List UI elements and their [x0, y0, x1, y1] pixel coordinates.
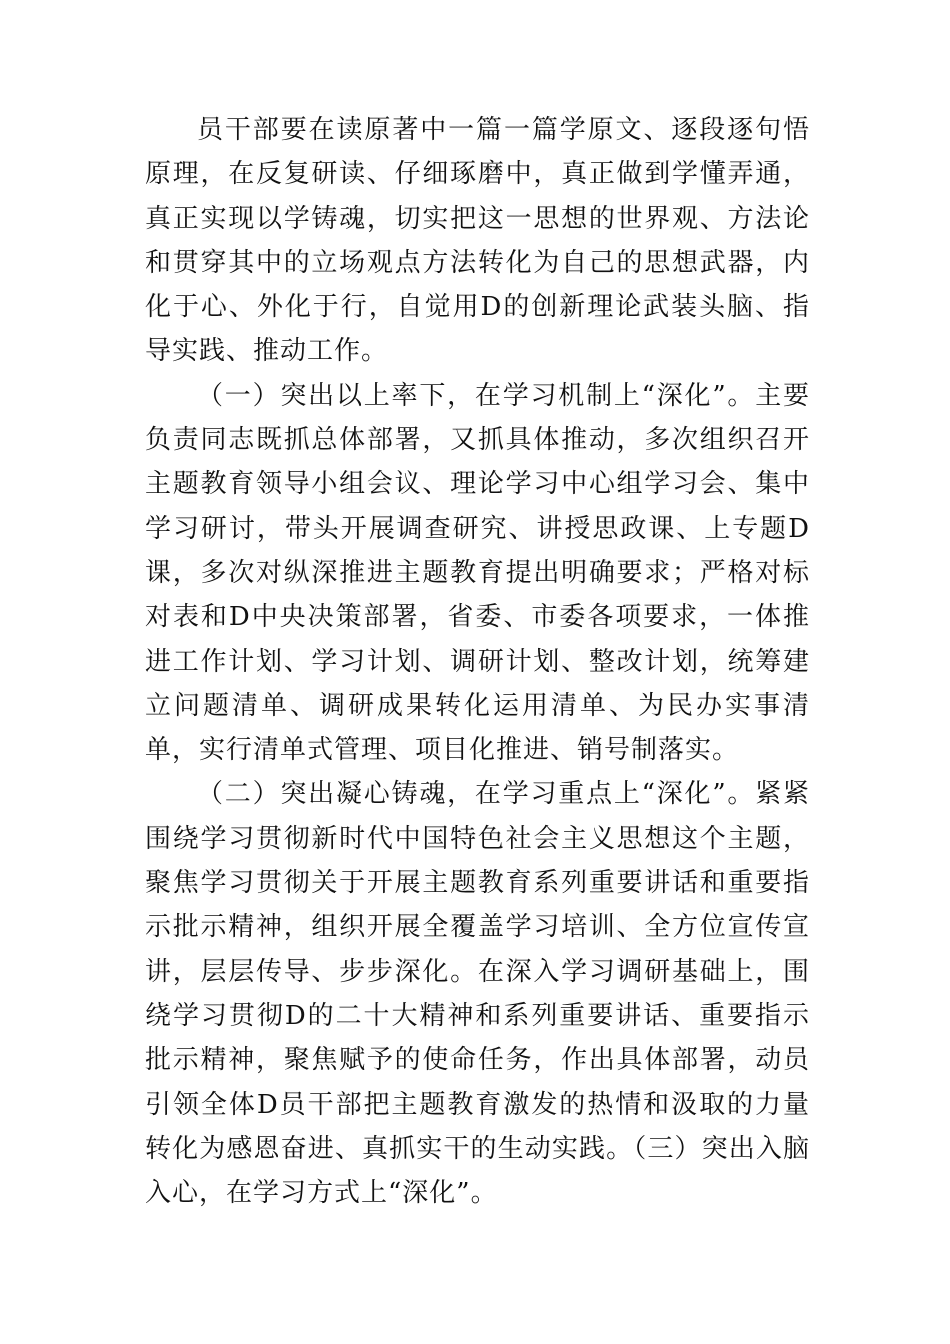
- document-body: [145, 108, 810, 1215]
- body-paragraph-1: 员干部要在读原著中一篇一篇学原文、逐段逐句悟原理，在反复研读、仔细琢磨中，真正做到学懂弄通，真正实现以学铸魂，切实把这一思想的世界观、方法论和贯穿其中的立场观点方法转化为自己的思想武器，内化于心、外化于行，自觉用D的创新理论武装头脑、指导实践、推动工作。: [145, 115, 810, 367]
- body-paragraph-3: （二）突出凝心铸魂，在学习重点上“深化”。紧紧围绕学习贯彻新时代中国特色社会主义思想这个主题，聚焦学习贯彻关于开展主题教育系列重要讲话和重要指示批示精神，组织开展全覆盖学习培训、全方位宣传宣讲，层层传导、步步深化。在深入学习调研基础上，围绕学习贯彻D的二十大精神和系列重要讲话、重要指示批示精神，聚焦赋予的使命任务，作出具体部署，动员引领全体D员干部把主题教育激发的热情和汲取的力量转化为感恩奋进、真抓实干的生动实践。（三）突出入脑入心，在学习方式上“深化”。: [145, 779, 810, 1209]
- body-paragraph-2: （一）突出以上率下，在学习机制上“深化”。主要负责同志既抓总体部署，又抓具体推动，多次组织召开主题教育领导小组会议、理论学习中心组学习会、集中学习研讨，带头开展调查研究、讲授思政课、上专题D课，多次对纵深推进主题教育提出明确要求；严格对标对表和D中央决策部署，省委、市委各项要求，一体推进工作计划、学习计划、调研计划、整改计划，统筹建立问题清单、调研成果转化运用清单、为民办实事清单，实行清单式管理、项目化推进、销号制落实。: [145, 380, 810, 766]
